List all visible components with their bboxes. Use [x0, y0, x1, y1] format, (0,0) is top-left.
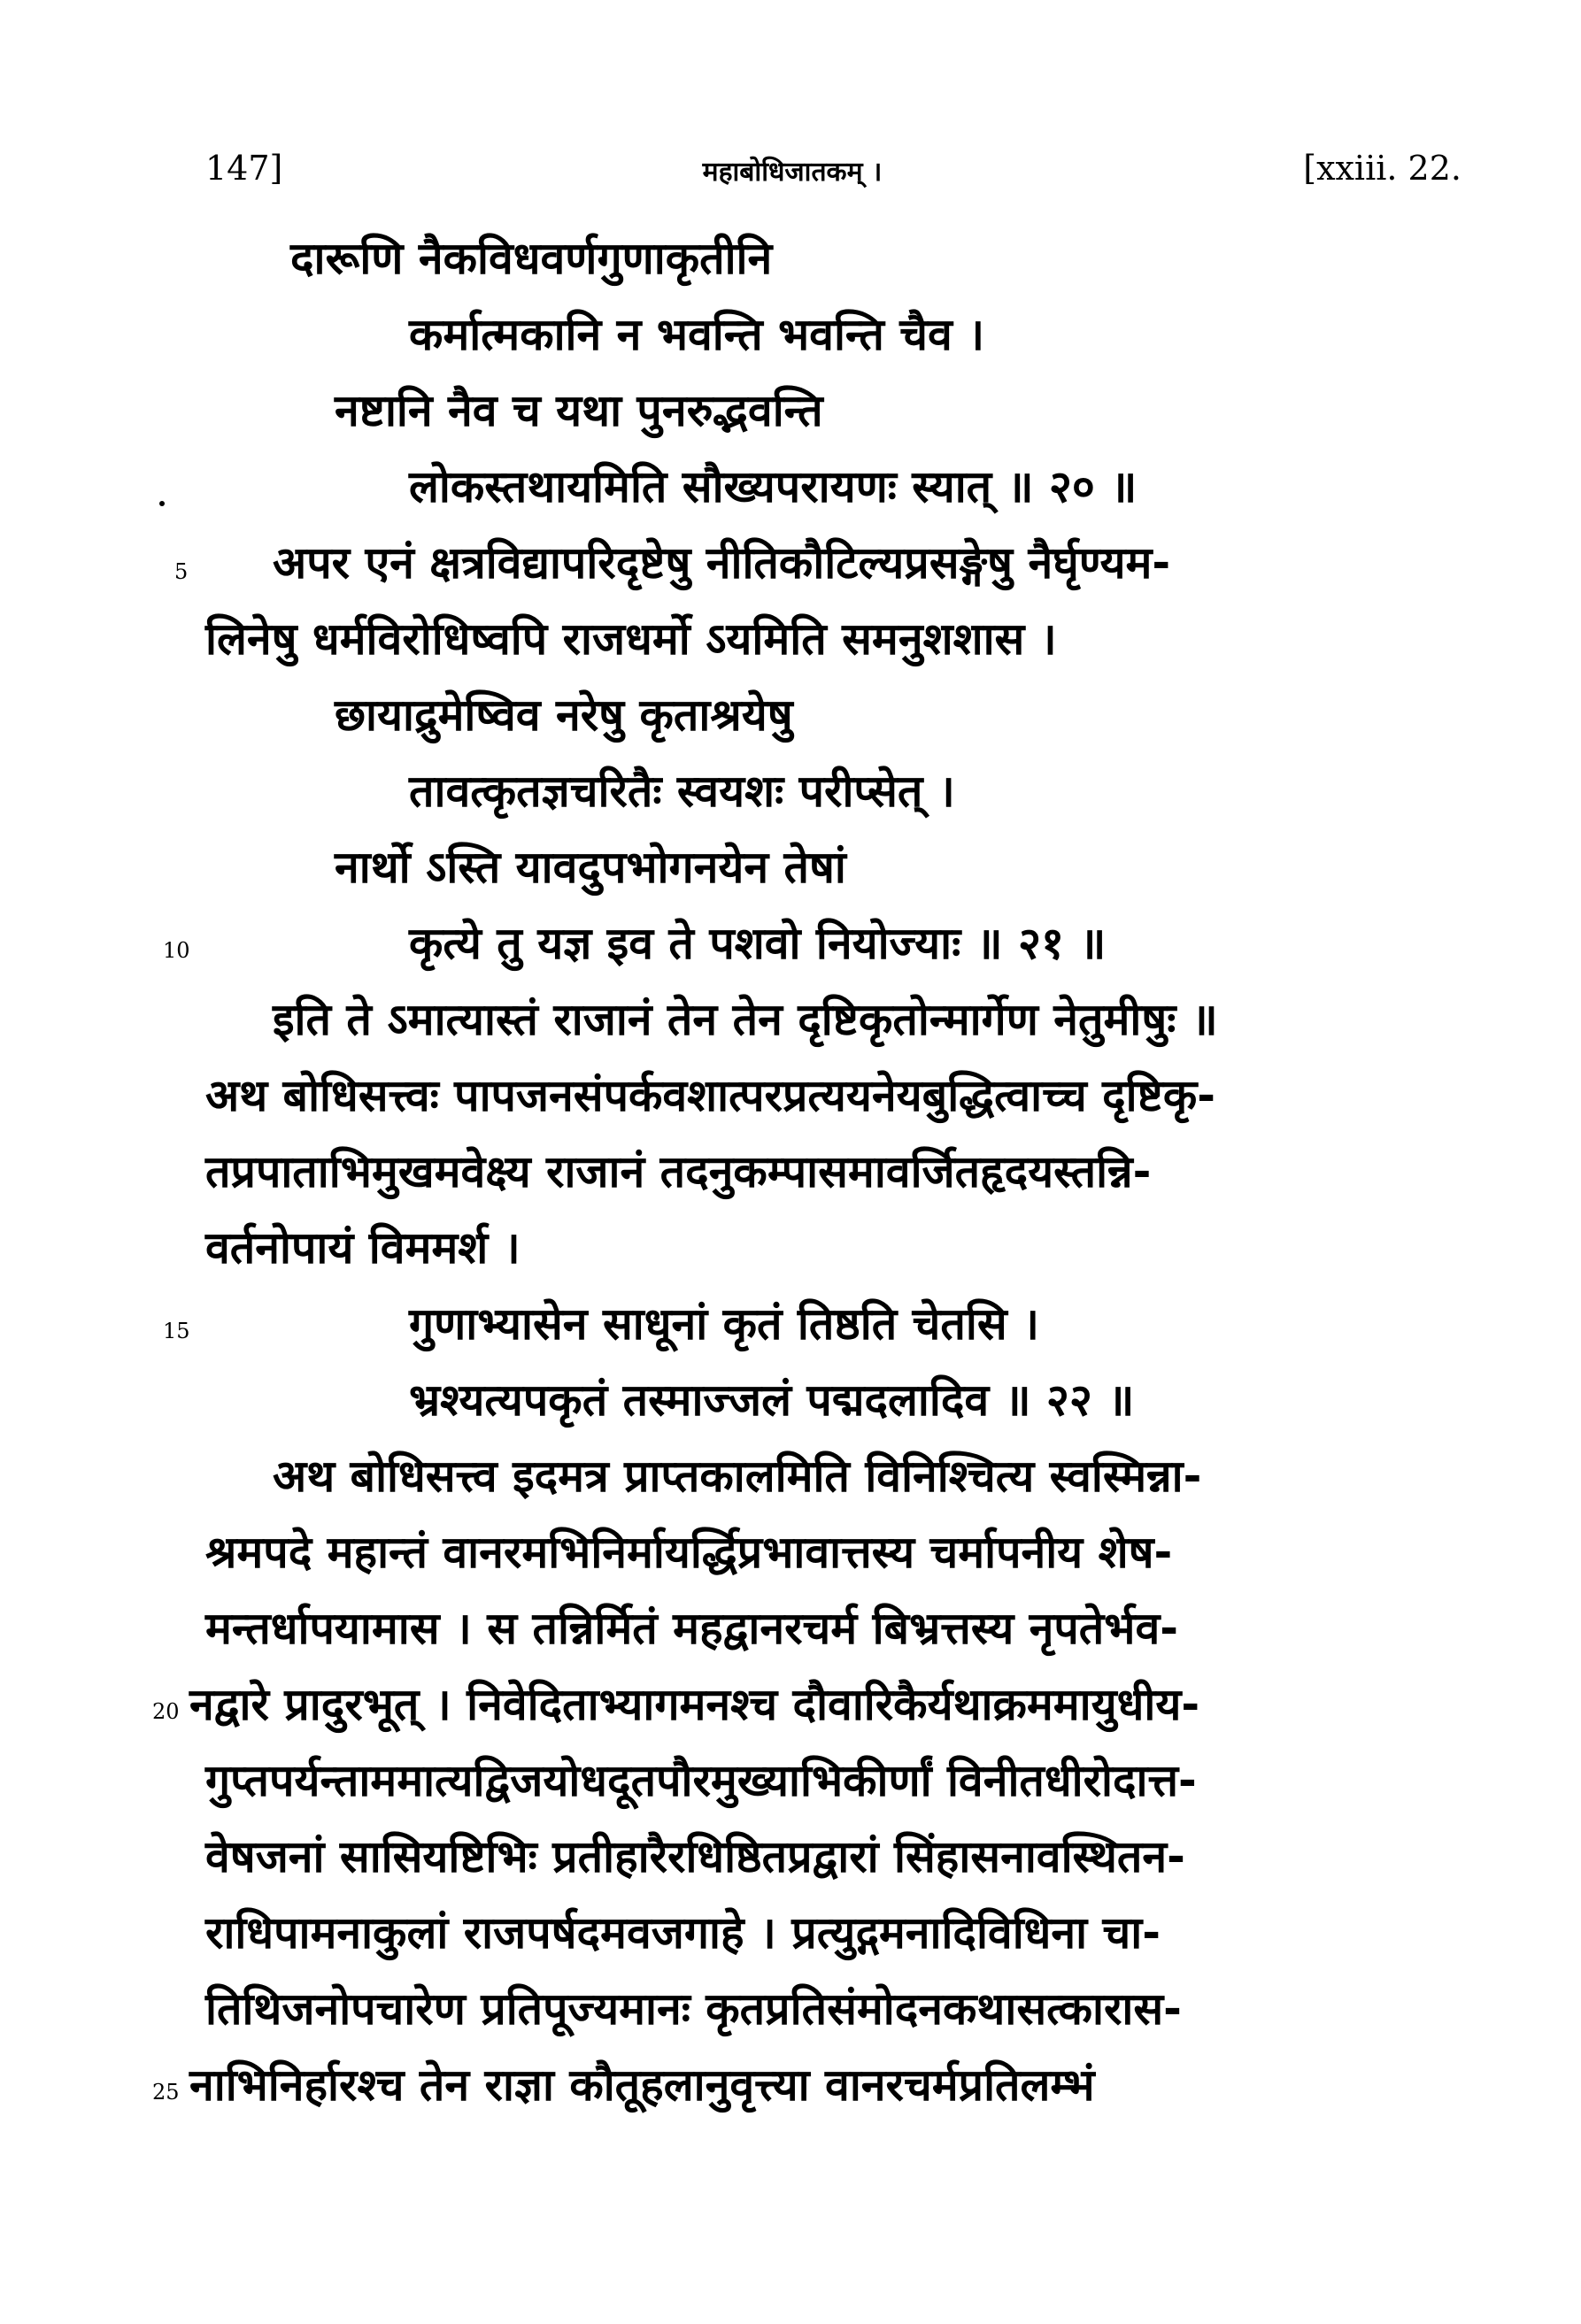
- prose-line: वेषजनां सासियष्टिभिः प्रतीहारैरधिष्ठितप्रद्वारां सिंहासनावस्थितन-: [205, 1831, 1185, 1882]
- margin-mark: [159, 501, 165, 506]
- verse-line: तावत्कृतज्ञचरितैः स्वयशः परीप्सेत् ।: [409, 766, 955, 817]
- page-number: 147]: [205, 149, 283, 188]
- prose-line: अथ बोधिसत्त्वः पापजनसंपर्कवशात्परप्रत्ययनेयबुद्धित्वाच्च दृष्टिकृ-: [205, 1070, 1215, 1121]
- line-number: 15: [163, 1319, 190, 1343]
- verse-line: दारूणि नैकविधवर्णगुणाकृतीनि: [290, 233, 773, 284]
- verse-line: नार्थो ऽस्ति यावदुपभोगनयेन तेषां: [335, 842, 846, 893]
- line-number: 25: [152, 2080, 180, 2105]
- prose-line: श्रमपदे महान्तं वानरमभिनिर्मायर्द्धिप्रभावात्तस्य चर्मापनीय शेष-: [205, 1527, 1173, 1578]
- verse-line: गुणाभ्यासेन साधूनां कृतं तिष्ठति चेतसि ।: [409, 1298, 1039, 1350]
- prose-line: तप्रपाताभिमुखमवेक्ष्य राजानं तदनुकम्पासमावर्जितहृदयस्तन्नि-: [205, 1146, 1152, 1197]
- verse-line: छायाद्रुमेष्विव नरेषु कृताश्रयेषु: [335, 689, 793, 741]
- section-reference: [xxiii. 22.: [1303, 149, 1461, 188]
- prose-line: अथ बोधिसत्त्व इदमत्र प्राप्तकालमिति विनिश्चित्य स्वस्मिन्ना-: [273, 1451, 1202, 1502]
- verse-line: कर्मात्मकानि न भवन्ति भवन्ति चैव ।: [409, 309, 985, 360]
- running-title: महाबोधिजातकम् ।: [702, 157, 883, 188]
- prose-line: मन्तर्धापयामास । स तन्निर्मितं महद्वानरचर्म बिभ्रत्तस्य नृपतेर्भव-: [205, 1603, 1178, 1654]
- prose-line: नद्वारे प्रादुरभूत् । निवेदिताभ्यागमनश्च दौवारिकैर्यथाक्रममायुधीय-: [189, 1679, 1200, 1730]
- prose-line: गुप्तपर्यन्ताममात्यद्विजयोधदूतपौरमुख्याभिकीर्णां विनीतधीरोदात्त-: [205, 1755, 1197, 1806]
- line-number: 10: [163, 938, 190, 963]
- prose-line: लिनेषु धर्मविरोधिष्वपि राजधर्मो ऽयमिति समनुशशास ।: [205, 613, 1057, 665]
- prose-line: वर्तनोपायं विममर्श ।: [205, 1222, 521, 1274]
- verse-line: कृत्ये तु यज्ञ इव ते पशवो नियोज्याः ॥ २१ ॥: [409, 918, 1107, 969]
- prose-line: इति ते ऽमात्यास्तं राजानं तेन तेन दृष्टिकृतोन्मार्गेण नेतुमीषुः ॥: [273, 994, 1218, 1045]
- line-number: 5: [174, 559, 189, 584]
- prose-line: नाभिनिर्हारश्च तेन राज्ञा कौतूहलानुवृत्त्या वानरचर्मप्रतिलम्भं: [189, 2059, 1095, 2111]
- verse-line: लोकस्तथायमिति सौख्यपरायणः स्यात् ॥ २० ॥: [409, 461, 1138, 512]
- page-header: [0, 149, 1581, 202]
- verse-line: नष्टानि नैव च यथा पुनरुद्भवन्ति: [335, 385, 823, 436]
- line-number: 20: [152, 1699, 180, 1724]
- verse-line: भ्रश्यत्यपकृतं तस्माज्जलं पद्मदलादिव ॥ २२ ॥: [409, 1374, 1135, 1426]
- prose-line: अपर एनं क्षत्रविद्यापरिदृष्टेषु नीतिकौटिल्यप्रसङ्गेषु नैर्घृण्यम-: [273, 537, 1171, 589]
- prose-line: तिथिजनोपचारेण प्रतिपूज्यमानः कृतप्रतिसंमोदनकथासत्कारास-: [205, 1983, 1182, 2035]
- prose-line: राधिपामनाकुलां राजपर्षदमवजगाहे । प्रत्युद्गमनादिविधिना चा-: [205, 1907, 1161, 1958]
